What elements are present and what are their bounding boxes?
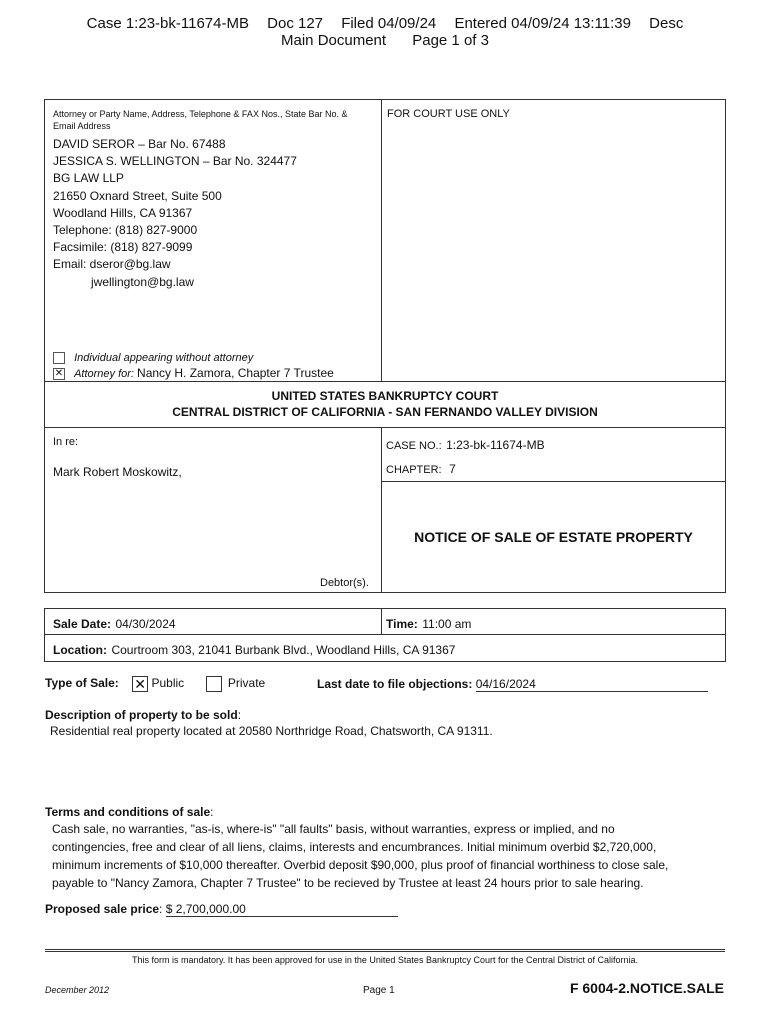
individual-checkbox[interactable] [53, 352, 65, 364]
attorney-lines [53, 136, 373, 291]
price-colon: : [159, 902, 163, 916]
terms-line: minimum increments of $10,000 thereafter. Overbid deposit $90,000, plus proof of financial worthiness to close sale, [52, 858, 669, 872]
attorney-for-value: Nancy H. Zamora, Chapter 7 Trustee [137, 366, 334, 380]
attorney-label: Attorney or Party Name, Address, Telephone & FAX Nos., State Bar No. & Email Address [53, 109, 348, 131]
chapter-value: 7 [449, 462, 456, 476]
attorney-for-label: Attorney for: [74, 368, 134, 380]
in-re-label: In re: [53, 436, 79, 448]
court-use-label: FOR COURT USE ONLY [387, 108, 510, 120]
price-label: Proposed sale price [45, 902, 160, 916]
terms-colon: : [210, 805, 214, 819]
individual-row [53, 352, 253, 364]
footer-form-id: F 6004-2.NOTICE.SALE [569, 980, 724, 996]
attorney-line: Email: dseror@bg.law [53, 257, 171, 272]
sale-location-row [53, 641, 455, 659]
sale-time-row [386, 615, 471, 633]
attorney-line: 21650 Oxnard Street, Suite 500 [53, 188, 222, 203]
terms-line: contingencies, free and clear of all liens, claims, interests and encumbrances. Initial minimum overbid $2,720,000, [52, 840, 657, 854]
header-page: Page 1 of 3 [412, 32, 489, 49]
sale-date-label: Sale Date: [53, 617, 112, 631]
attorney-line: DAVID SEROR – Bar No. 67488 [53, 137, 226, 151]
attorney-line: Woodland Hills, CA 91367 [53, 205, 193, 220]
notice-title: NOTICE OF SALE OF ESTATE PROPERTY [414, 529, 693, 545]
public-label: Public [151, 676, 185, 691]
case-no-label: CASE NO.: [386, 440, 442, 452]
attorney-line: Facsimile: (818) 827-9099 [53, 240, 193, 255]
description-colon: : [237, 708, 242, 722]
objections-row [317, 677, 708, 692]
header-doc: Doc 127 [267, 15, 324, 32]
terms-line: payable to "Nancy Zamora, Chapter 7 Trustee" to be recieved by Trustee at least 24 hours prior to sale hearing. [52, 876, 644, 890]
footer-rule [45, 949, 725, 952]
court-line1: UNITED STATES BANKRUPTCY COURT [271, 389, 499, 403]
attorney-line: jwellington@bg.law [91, 274, 194, 289]
sale-date-row [53, 615, 176, 633]
debtors-label: Debtor(s). [320, 577, 369, 589]
price-value: $ 2,700,000.00 [166, 902, 398, 917]
description-label: Description of property to be sold [45, 708, 238, 722]
sale-time-value: 11:00 am [422, 617, 472, 631]
terms-label: Terms and conditions of sale [45, 805, 211, 819]
objections-label: Last date to file objections: [317, 677, 473, 691]
individual-label: Individual appearing without attorney [74, 352, 254, 364]
header-main-doc: Main Document [281, 32, 387, 49]
header-desc: Desc [649, 15, 684, 32]
type-of-sale-row [45, 676, 265, 692]
court-use-box [381, 99, 726, 382]
attorney-line: JESSICA S. WELLINGTON – Bar No. 324477 [53, 154, 297, 169]
chapter-row [386, 460, 456, 478]
court-line2: CENTRAL DISTRICT OF CALIFORNIA - SAN FERNANDO VALLEY DIVISION [172, 405, 598, 419]
attorney-for-checkbox[interactable]: ✕ [54, 368, 64, 380]
description-text: Residential real property located at 20580 Northridge Road, Chatsworth, CA 91311. [50, 724, 493, 738]
in-re-box [44, 427, 382, 593]
footer-page: Page 1 [363, 985, 395, 996]
debtor-name: Mark Robert Moskowitz, [53, 465, 182, 479]
sale-time-label: Time: [386, 617, 418, 631]
sale-date-value: 04/30/2024 [115, 617, 176, 631]
public-checkbox[interactable]: ✕ [132, 676, 148, 692]
description-heading [45, 708, 241, 722]
attorney-line: BG LAW LLP [53, 171, 124, 186]
case-no-value: 1:23-bk-11674-MB [446, 438, 545, 452]
attorney-for-row [53, 366, 334, 380]
sale-location-label: Location: [53, 643, 107, 657]
private-checkbox[interactable] [206, 676, 222, 692]
footer-mandatory: This form is mandatory. It has been approved for use in the United States Bankruptcy Court for the Central District of California. [131, 955, 639, 965]
sale-location-value: Courtroom 303, 21041 Burbank Blvd., Woodland Hills, CA 91367 [111, 643, 456, 657]
case-no-row [386, 436, 545, 454]
case-header-line2 [0, 32, 770, 49]
case-header-line1 [0, 15, 770, 32]
chapter-label: CHAPTER: [386, 464, 442, 476]
footer-date: December 2012 [45, 985, 110, 995]
header-entered: Entered 04/09/24 13:11:39 [454, 15, 631, 32]
objections-value: 04/16/2024 [476, 677, 708, 692]
header-filed: Filed 04/09/24 [341, 15, 437, 32]
terms-line: Cash sale, no warranties, "as-is, where-is" "all faults" basis, without warranties, express or implied, and no [52, 822, 615, 836]
attorney-line: Telephone: (818) 827-9000 [53, 223, 198, 238]
private-label: Private [227, 676, 266, 691]
header-case: Case 1:23-bk-11674-MB [86, 15, 249, 32]
terms-text [52, 820, 732, 892]
price-row [45, 902, 398, 917]
terms-heading [45, 805, 213, 819]
type-of-sale-label: Type of Sale: [45, 676, 119, 691]
